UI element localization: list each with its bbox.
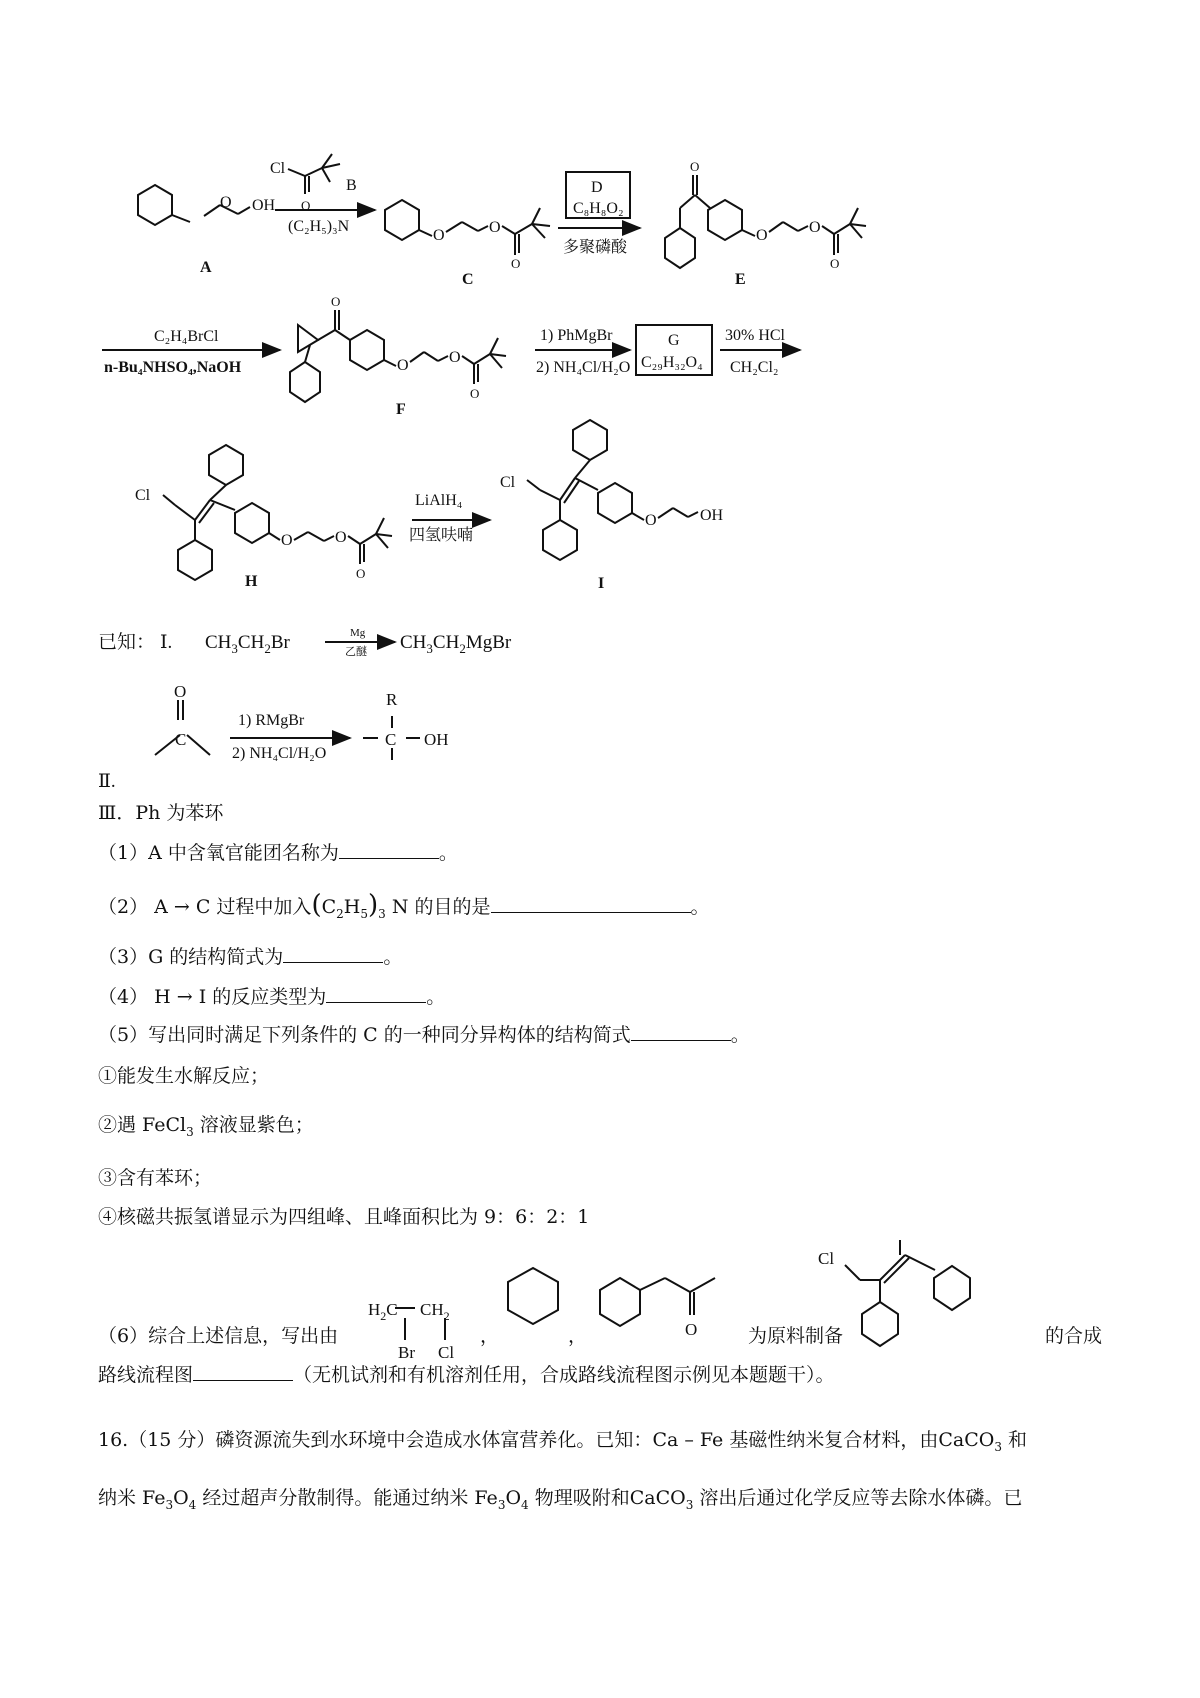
condition-2: ②遇 FeCl$_3$ 溶液显紫色；	[98, 1114, 314, 1139]
known-1-solvent: 乙醚	[345, 646, 367, 658]
answer-blank-3[interactable]	[283, 944, 383, 963]
problem-16-line-2: 纳米 $Fe_3O_4$ 经过超声分散制得。能通过纳米 $Fe_3O_4$ 物理吸附和CaCO$_3$ 溶出后通过化学反应等去除水体磷。已	[98, 1487, 1023, 1512]
label-e: E	[735, 271, 746, 288]
label-e-o4: O	[830, 256, 840, 271]
label-i-oh: OH	[700, 507, 724, 524]
label-c: C	[462, 271, 474, 288]
label-h: H	[245, 573, 258, 590]
reagent-b-structure	[288, 154, 340, 194]
q6-ketone-o: O	[685, 1320, 698, 1339]
question-6-line-2: 路线流程图 （无机试剂和有机溶剂任用，合成路线流程图示例见本题题干）。	[98, 1364, 835, 1386]
known-1-reagent: Mg	[350, 627, 366, 639]
label-b: B	[346, 177, 357, 194]
label-a: A	[200, 259, 212, 276]
label-f-o3: O	[449, 349, 461, 366]
label-a-oh: OH	[252, 197, 276, 214]
reagent-phase-transfer: n-Bu₄NHSO₄,NaOH	[104, 359, 242, 376]
label-h-o2: O	[335, 529, 347, 546]
q6-ch2-2: $CH_2$	[420, 1300, 450, 1323]
known-2-reagent-1: 1) RMgBr	[238, 712, 305, 729]
question-6-prompt: （6）综合上述信息，写出由	[98, 1325, 339, 1347]
label-f: F	[396, 401, 406, 418]
label-e-o2: O	[756, 227, 768, 244]
label-h-cl: Cl	[135, 487, 151, 504]
known-1-reactant: $CH_3CH_2Br$	[205, 632, 290, 656]
reagent-d-formula: C₈H₈O₂	[573, 200, 624, 217]
compound-e-structure	[665, 175, 866, 268]
q6-comma-2: ，	[568, 1325, 588, 1347]
reagent-bromochloroethane: C₂H₄BrCl	[154, 328, 219, 345]
label-c-o2: O	[489, 219, 501, 236]
label-h-o3: O	[356, 566, 366, 581]
compound-c-structure	[385, 200, 550, 255]
question-3: （3）G 的结构简式为 。	[98, 946, 403, 968]
question-2: （2） A → C 过程中加入$(C_2H_5)_3$ N 的目的是 。	[98, 890, 710, 921]
reagent-lialh4: LiAlH₄	[415, 492, 463, 509]
intermediate-g-formula: C₂₉H₃₂O₄	[641, 354, 703, 371]
question-4: （4） H → I 的反应类型为 。	[98, 986, 446, 1008]
answer-blank-4[interactable]	[326, 984, 426, 1003]
target-product-structure	[845, 1240, 970, 1346]
reagent-triethylamine: (C₂H₅)₃N	[288, 218, 350, 235]
known-1-number: Ⅰ.	[160, 632, 173, 653]
problem-16-line-1: 16.（15 分）磷资源流失到水环境中会造成水体富营养化。已知：Ca – Fe 基磁性纳米复合材料，由CaCO$_3$ 和	[98, 1429, 1028, 1454]
known-2-reagent-2: 2) NH₄Cl/H₂O	[232, 745, 327, 762]
label-b-cl: Cl	[270, 160, 286, 177]
benzyl-methyl-ketone-structure	[600, 1278, 715, 1326]
known-intro: 已知：	[98, 632, 156, 653]
label-h-o1: O	[281, 532, 293, 549]
known-2-r: R	[386, 690, 398, 709]
label-a-o: O	[220, 194, 232, 211]
benzene-structure	[508, 1268, 558, 1324]
label-e-o1: O	[690, 159, 700, 174]
reagent-phmgbr: 1) PhMgBr	[540, 327, 613, 344]
compound-a-structure	[138, 185, 250, 225]
answer-blank-6[interactable]	[193, 1362, 293, 1381]
reagent-polyphosphoric-acid: 多聚磷酸	[563, 239, 628, 256]
q6-raw-material: 为原料制备	[748, 1325, 844, 1347]
reagent-dichloromethane: CH₂Cl₂	[730, 359, 779, 376]
label-b-o: O	[301, 198, 311, 213]
q6-h2c-1: $H_2C$	[368, 1300, 398, 1323]
compound-i-structure	[527, 420, 698, 560]
compound-h-structure	[163, 445, 392, 580]
q6-synthesis: 的合成	[1045, 1325, 1103, 1347]
q6-comma-1: ，	[480, 1325, 500, 1347]
label-g: G	[668, 332, 680, 349]
label-c-o1: O	[433, 227, 445, 244]
known-2-c2: C	[385, 730, 397, 749]
reagent-nh4cl: 2) NH₄Cl/H₂O	[536, 359, 631, 376]
label-i: I	[598, 575, 605, 592]
answer-blank-1[interactable]	[339, 840, 439, 859]
known-2-c1: C	[175, 730, 187, 749]
answer-blank-5[interactable]	[631, 1022, 731, 1041]
condition-3: ③含有苯环；	[98, 1167, 213, 1189]
question-1: （1）A 中含氧官能团名称为 。	[98, 842, 458, 864]
q6-cl: Cl	[438, 1343, 455, 1362]
label-f-o4: O	[470, 386, 480, 401]
label-c-o3: O	[511, 256, 521, 271]
label-f-o2: O	[397, 357, 409, 374]
reagent-thf: 四氢呋喃	[409, 527, 474, 544]
known-1-product: $CH_3CH_2MgBr$	[400, 632, 512, 656]
known-2-oh: OH	[424, 730, 449, 749]
known-2-number: Ⅱ.	[98, 771, 116, 792]
label-f-o1: O	[331, 294, 341, 309]
condition-1: ①能发生水解反应；	[98, 1065, 270, 1087]
question-5: （5）写出同时满足下列条件的 C 的一种同分异构体的结构简式 。	[98, 1024, 750, 1046]
q6-target-cl: Cl	[818, 1249, 835, 1268]
label-d: D	[591, 179, 603, 196]
q6-br: Br	[398, 1343, 415, 1362]
label-e-o3: O	[809, 219, 821, 236]
condition-4: ④核磁共振氢谱显示为四组峰、且峰面积比为 9：6：2：1	[98, 1206, 590, 1228]
known-2-o: O	[174, 682, 187, 701]
known-3: Ⅲ．Ph 为苯环	[98, 802, 224, 824]
label-i-cl: Cl	[500, 474, 516, 491]
answer-blank-2[interactable]	[491, 894, 691, 913]
label-i-o: O	[645, 512, 657, 529]
reagent-hcl: 30% HCl	[725, 327, 785, 344]
